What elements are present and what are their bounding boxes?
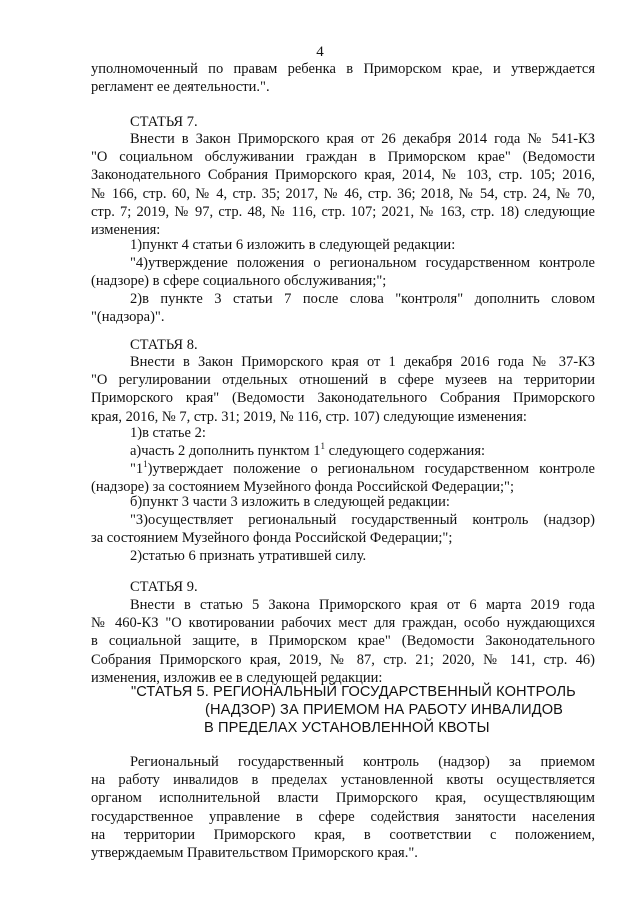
article-7-intro-line-3: Законодательного Собрания Приморского края, 2014, № 103, стр. 105; 2016, <box>91 167 595 184</box>
article-7-title: СТАТЬЯ 7. <box>130 114 198 130</box>
article-9-intro-line-4: Собрания Приморского края, 2019, № 87, стр. 21; 2020, № 141, стр. 46) <box>91 651 595 668</box>
article-8-item-1a-text-line-2: (надзоре) за состоянием Музейного фонда Российской Федерации;"; <box>91 479 514 496</box>
article-7-item-2 <box>91 290 595 326</box>
article-9-heading-line-3: В ПРЕДЕЛАХ УСТАНОВЛЕННОЙ КВОТЫ <box>204 720 490 736</box>
article-8-item-1b: б)пункт 3 части 3 изложить в следующей редакции: <box>130 494 450 510</box>
article-7-intro-line-1: Внести в Закон Приморского края от 26 декабря 2014 года № 541-КЗ <box>130 131 595 147</box>
article-9-intro <box>91 596 595 687</box>
article-9-body-line-5: на территории Приморского края, в соответствии с положением, <box>91 826 595 843</box>
article-9-body-line-4: государственное управление в сфере содействия занятости населения <box>91 808 595 825</box>
intro-line-1: уполномоченный по правам ребенка в Приморском крае, и утверждается <box>91 61 595 77</box>
article-8-intro-line-2: "О регулировании отдельных отношений в сфере музеев на территории <box>91 372 595 389</box>
article-8-item-1a-text-pre: "1 <box>130 461 144 477</box>
article-8-item-1a-text-sup: 1 <box>143 459 148 469</box>
article-8-item-1b-text-line-1: "3)осуществляет региональный государственный контроль (надзор) <box>130 512 595 528</box>
article-7-intro-line-5: стр. 7; 2019, № 97, стр. 48, № 116, стр. 107; 2021, № 163, стр. 18) следующие <box>91 203 595 220</box>
article-9-body-line-6: утверждаемым Правительством Приморского края.". <box>91 845 418 862</box>
article-8-item-1a-sup: 1 <box>320 441 325 451</box>
article-8-item-1: 1)в статье 2: <box>130 425 206 441</box>
article-9-body-line-2: на работу инвалидов в пределах установленной квоты осуществляется <box>91 772 595 789</box>
article-9-intro-line-3: в социальной защите, в Приморском крае" (Ведомости Законодательного <box>91 633 595 650</box>
intro-paragraph <box>91 60 595 96</box>
article-7-intro-line-6: изменения: <box>91 222 161 239</box>
article-9-heading-line-1: "СТАТЬЯ 5. РЕГИОНАЛЬНЫЙ ГОСУДАРСТВЕННЫЙ КОНТРОЛЬ <box>131 684 576 700</box>
article-7-item-2-line-2: "(надзора)". <box>91 309 165 326</box>
article-7-intro <box>91 130 595 239</box>
article-8-item-1a-text-line-1 <box>91 460 595 478</box>
article-8-title: СТАТЬЯ 8. <box>130 337 198 353</box>
article-9-intro-line-2: № 460-КЗ "О квотировании рабочих мест для граждан, особо нуждающихся <box>91 615 595 632</box>
article-8-item-2: 2)статью 6 признать утратившей силу. <box>130 548 367 564</box>
article-7-item-2-line-1: 2)в пункте 3 статьи 7 после слова "контроля" дополнить словом <box>130 291 595 307</box>
article-7-item-1-text <box>91 254 595 290</box>
intro-line-2: регламент ее деятельности.". <box>91 79 270 96</box>
article-8-intro-line-4: края, 2016, № 7, стр. 31; 2019, № 116, стр. 107) следующие изменения: <box>91 408 527 425</box>
article-9-title: СТАТЬЯ 9. <box>130 579 198 595</box>
article-7-item-1: 1)пункт 4 статьи 6 изложить в следующей редакции: <box>130 237 456 253</box>
article-8-item-1b-text-line-2: за состоянием Музейного фонда Российской Федерации;"; <box>91 530 453 547</box>
article-8-item-1a-pre: а)часть 2 дополнить пунктом 1 <box>130 443 321 459</box>
article-9-body-line-3: органом исполнительной власти Приморского края, осуществляющим <box>91 790 595 807</box>
article-8-item-1a-text-post: )утверждает положение о региональном государственном контроле <box>147 461 595 477</box>
article-8-item-1b-text <box>91 511 595 547</box>
article-8-item-1a-text <box>91 460 595 496</box>
article-8-intro <box>91 353 595 426</box>
article-9-body <box>91 753 595 862</box>
article-7-item-1-text-line-2: (надзоре) в сфере социального обслуживания;"; <box>91 273 387 290</box>
page-number: 4 <box>316 44 324 60</box>
article-9-heading-line-2: (НАДЗОР) ЗА ПРИЕМОМ НА РАБОТУ ИНВАЛИДОВ <box>205 702 564 718</box>
article-8-intro-line-1: Внести в Закон Приморского края от 1 декабря 2016 года № 37-КЗ <box>130 354 595 370</box>
article-7-item-1-text-line-1: "4)утверждение положения о региональном государственном контроле <box>130 255 595 271</box>
article-8-item-1a-post: следующего содержания: <box>324 443 486 459</box>
article-7-intro-line-4: № 166, стр. 60, № 4, стр. 35; 2017, № 46, стр. 36; 2018, № 54, стр. 24, № 70, <box>91 185 595 202</box>
article-8-item-1a <box>130 442 595 460</box>
article-9-intro-line-5: изменения, изложив ее в следующей редакции: <box>91 669 383 686</box>
article-9-intro-line-1: Внести в статью 5 Закона Приморского края от 6 марта 2019 года <box>130 597 595 613</box>
article-7-intro-line-2: "О социальном обслуживании граждан в Приморском крае" (Ведомости <box>91 149 595 166</box>
article-8-intro-line-3: Приморского края" (Ведомости Законодательного Собрания Приморского <box>91 390 595 407</box>
article-9-body-line-1: Региональный государственный контроль (надзор) за приемом <box>130 754 595 770</box>
